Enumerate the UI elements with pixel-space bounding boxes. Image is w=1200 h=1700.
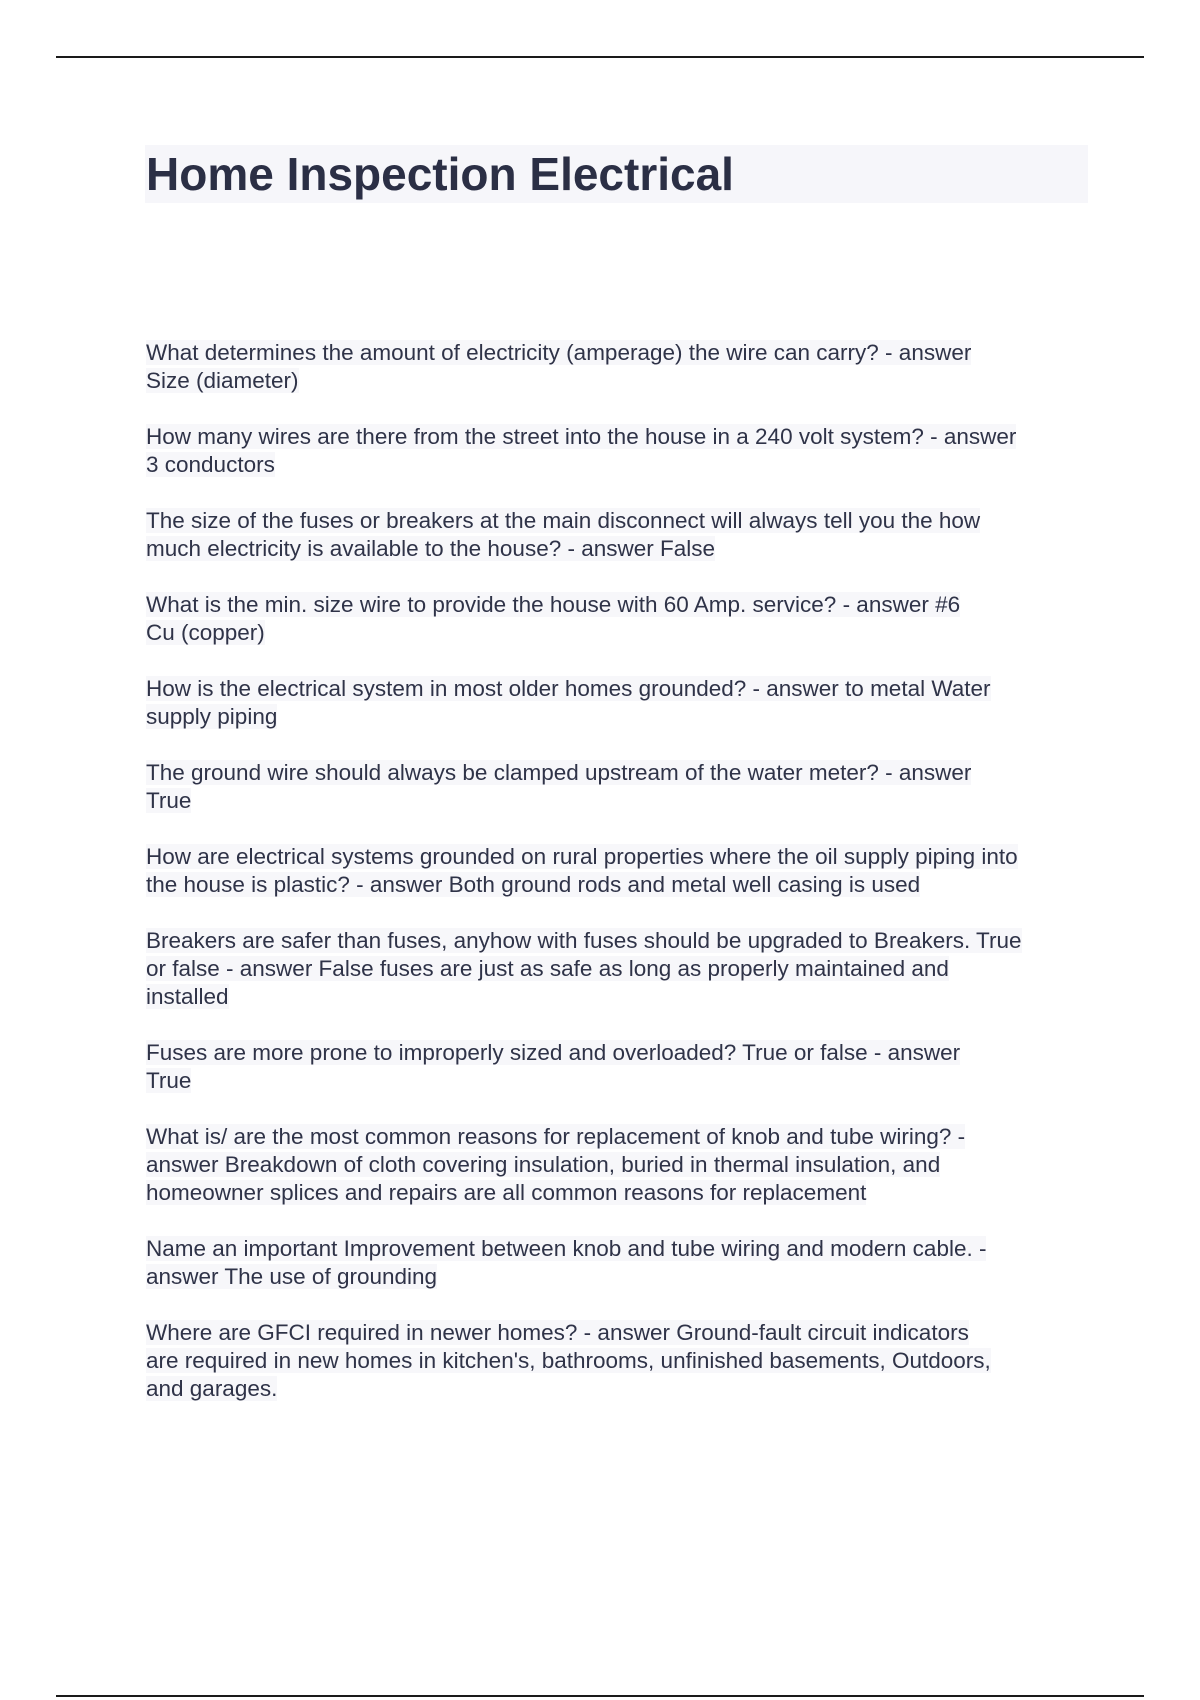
qa-item — [146, 507, 1091, 563]
qa-item — [146, 1235, 1091, 1291]
qa-list — [146, 339, 1091, 1431]
qa-item — [146, 1039, 1091, 1095]
qa-item — [146, 1123, 1091, 1207]
top-divider — [56, 56, 1144, 58]
qa-item — [146, 339, 1091, 395]
qa-item — [146, 591, 1091, 647]
qa-text: What is the min. size wire to provide the house with 60 Amp. service? - answer #6 Cu (copper) — [146, 592, 961, 645]
qa-item — [146, 843, 1091, 899]
qa-text: What is/ are the most common reasons for replacement of knob and tube wiring? - answer Breakdown of cloth covering insulation, buried in thermal insulation, and homeowner splices and repairs are all common reasons for replacement — [146, 1124, 966, 1205]
qa-item — [146, 1319, 1091, 1403]
qa-text: Breakers are safer than fuses, anyhow with fuses should be upgraded to Breakers. True or false - answer False fuses are just as safe as long as properly maintained and installed — [146, 928, 1022, 1009]
qa-text: How are electrical systems grounded on rural properties where the oil supply piping into the house is plastic? - answer Both ground rods and metal well casing is used — [146, 844, 1018, 897]
qa-text: Name an important Improvement between knob and tube wiring and modern cable. - answer The use of grounding — [146, 1236, 987, 1289]
qa-text: The size of the fuses or breakers at the main disconnect will always tell you the how much electricity is available to the house? - answer False — [146, 508, 981, 561]
qa-text: What determines the amount of electricity (amperage) the wire can carry? - answer Size (diameter) — [146, 340, 972, 393]
bottom-divider — [56, 1695, 1144, 1697]
qa-item — [146, 423, 1091, 479]
qa-text: The ground wire should always be clamped upstream of the water meter? - answer True — [146, 760, 972, 813]
qa-text: How is the electrical system in most older homes grounded? - answer to metal Water supply piping — [146, 676, 991, 729]
qa-text: Where are GFCI required in newer homes? - answer Ground-fault circuit indicators are required in new homes in kitchen's, bathrooms, unfinished basements, Outdoors, and garages. — [146, 1320, 991, 1401]
qa-item — [146, 675, 1091, 731]
qa-item — [146, 759, 1091, 815]
qa-item — [146, 927, 1091, 1011]
qa-text: How many wires are there from the street into the house in a 240 volt system? - answer 3 conductors — [146, 424, 1017, 477]
page-title: Home Inspection Electrical — [146, 148, 734, 200]
qa-text: Fuses are more prone to improperly sized and overloaded? True or false - answer True — [146, 1040, 961, 1093]
